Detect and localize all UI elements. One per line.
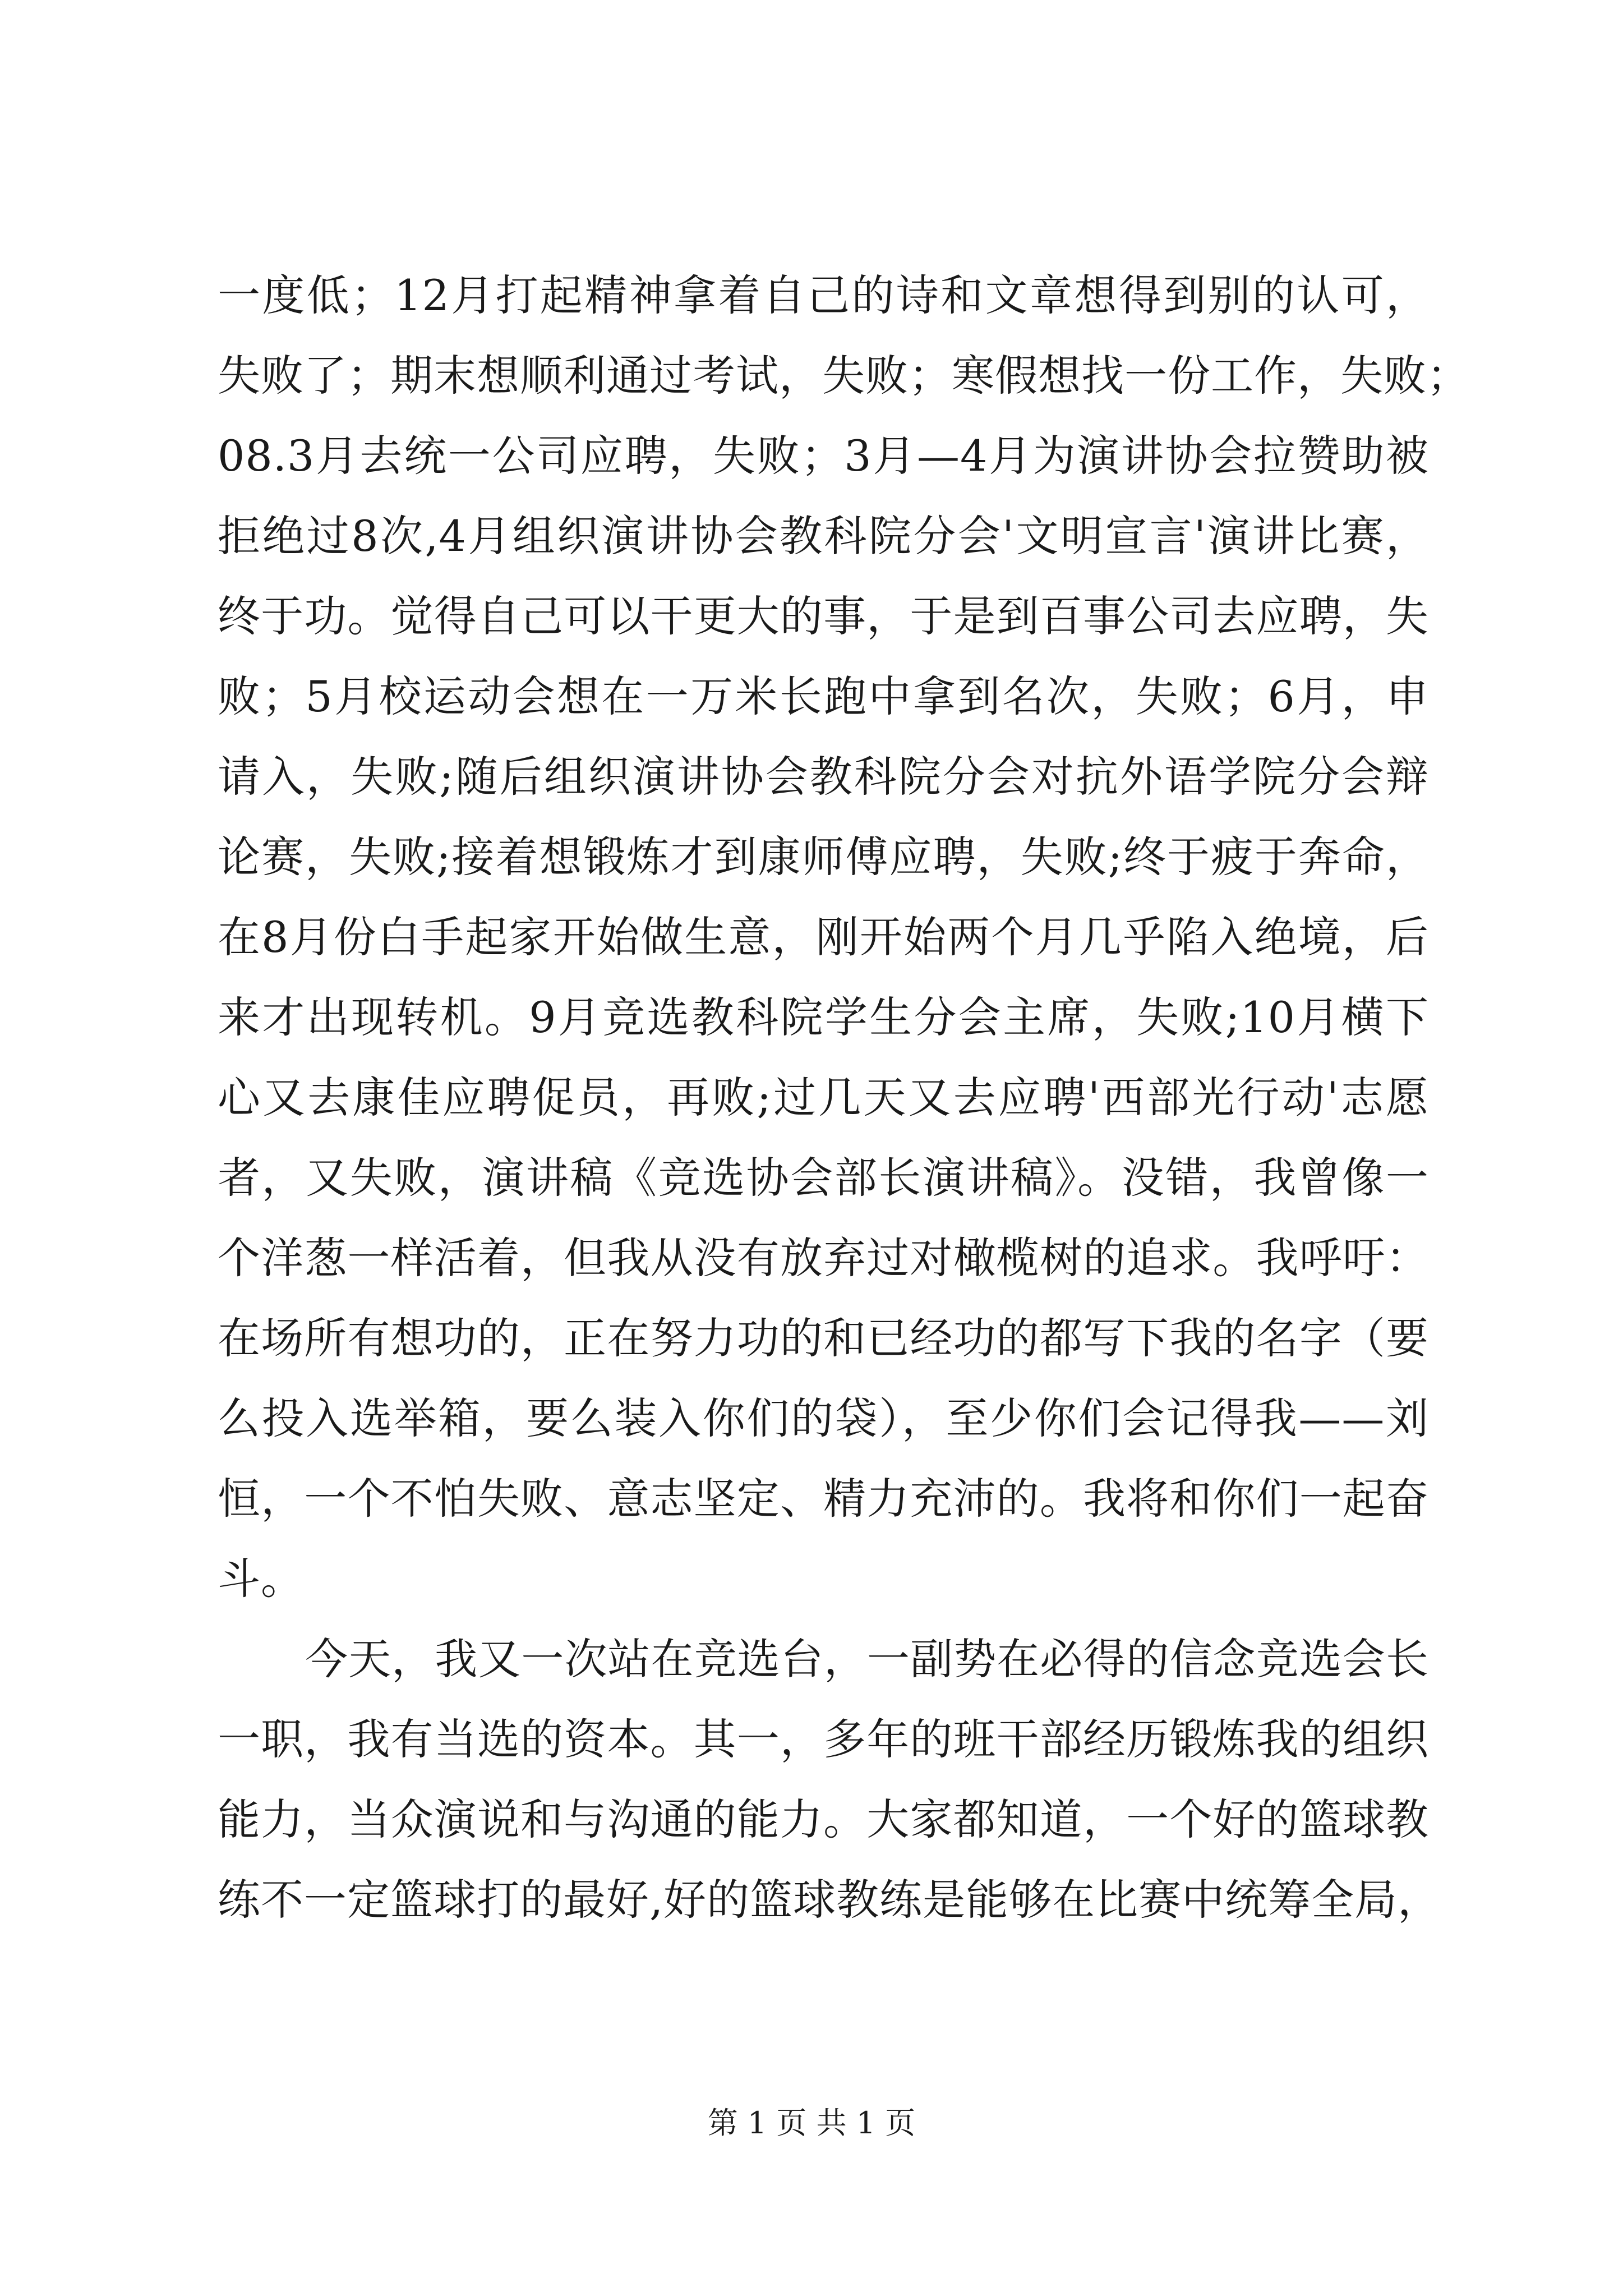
text-line: 斗。 <box>218 1554 304 1604</box>
text-line: 拒绝过8次,4月组织演讲协会教科院分会'文明宣言'演讲比赛， <box>218 511 1429 561</box>
text-line: 能力，当众演说和与沟通的能力。大家都知道，一个好的篮球教 <box>218 1795 1429 1844</box>
text-line: 败；5月校运动会想在一万米长跑中拿到名次，失败；6月，申 <box>218 671 1429 721</box>
text-line: 今天，我又一次站在竞选台，一副势在必得的信念竞选会长 <box>305 1634 1429 1684</box>
text-line: 个洋葱一样活着，但我从没有放弃过对橄榄树的追求。我呼吁： <box>218 1233 1429 1283</box>
text-line: 论赛，失败;接着想锻炼才到康师傅应聘，失败;终于疲于奔命， <box>218 832 1429 882</box>
text-line: 者，又失败，演讲稿《竞选协会部长演讲稿》。没错，我曾像一 <box>218 1153 1429 1203</box>
text-line: 一职，我有当选的资本。其一，多年的班干部经历锻炼我的组织 <box>218 1714 1429 1764</box>
text-line: 在场所有想功的，正在努力功的和已经功的都写下我的名字（要 <box>218 1313 1429 1363</box>
text-line: 终于功。觉得自己可以干更大的事，于是到百事公司去应聘，失 <box>218 591 1429 641</box>
page-footer: 第 1 页 共 1 页 <box>707 2105 916 2141</box>
document-body <box>218 255 1470 1940</box>
text-line: 心又去康佳应聘促员，再败;过几天又去应聘'西部光行动'志愿 <box>218 1073 1429 1122</box>
text-line: 一度低；12月打起精神拿着自己的诗和文章想得到别的认可， <box>218 270 1429 320</box>
text-line: 来才出现转机。9月竞选教科院学生分会主席，失败;10月横下 <box>218 992 1429 1042</box>
text-line: 恒，一个不怕失败、意志坚定、精力充沛的。我将和你们一起奋 <box>218 1474 1429 1524</box>
text-line: 失败了；期末想顺利通过考试，失败；寒假想找一份工作，失败； <box>218 351 1470 401</box>
text-line: 08.3月去统一公司应聘，失败；3月—4月为演讲协会拉赞助被 <box>218 431 1429 481</box>
text-line: 在8月份白手起家开始做生意，刚开始两个月几乎陷入绝境，后 <box>218 912 1429 962</box>
text-line: 么投入选举箱，要么装入你们的袋），至少你们会记得我——刘 <box>218 1393 1429 1443</box>
text-line: 请入，失败;随后组织演讲协会教科院分会对抗外语学院分会辩 <box>218 752 1429 802</box>
text-line: 练不一定篮球打的最好,好的篮球教练是能够在比赛中统筹全局， <box>218 1875 1441 1925</box>
